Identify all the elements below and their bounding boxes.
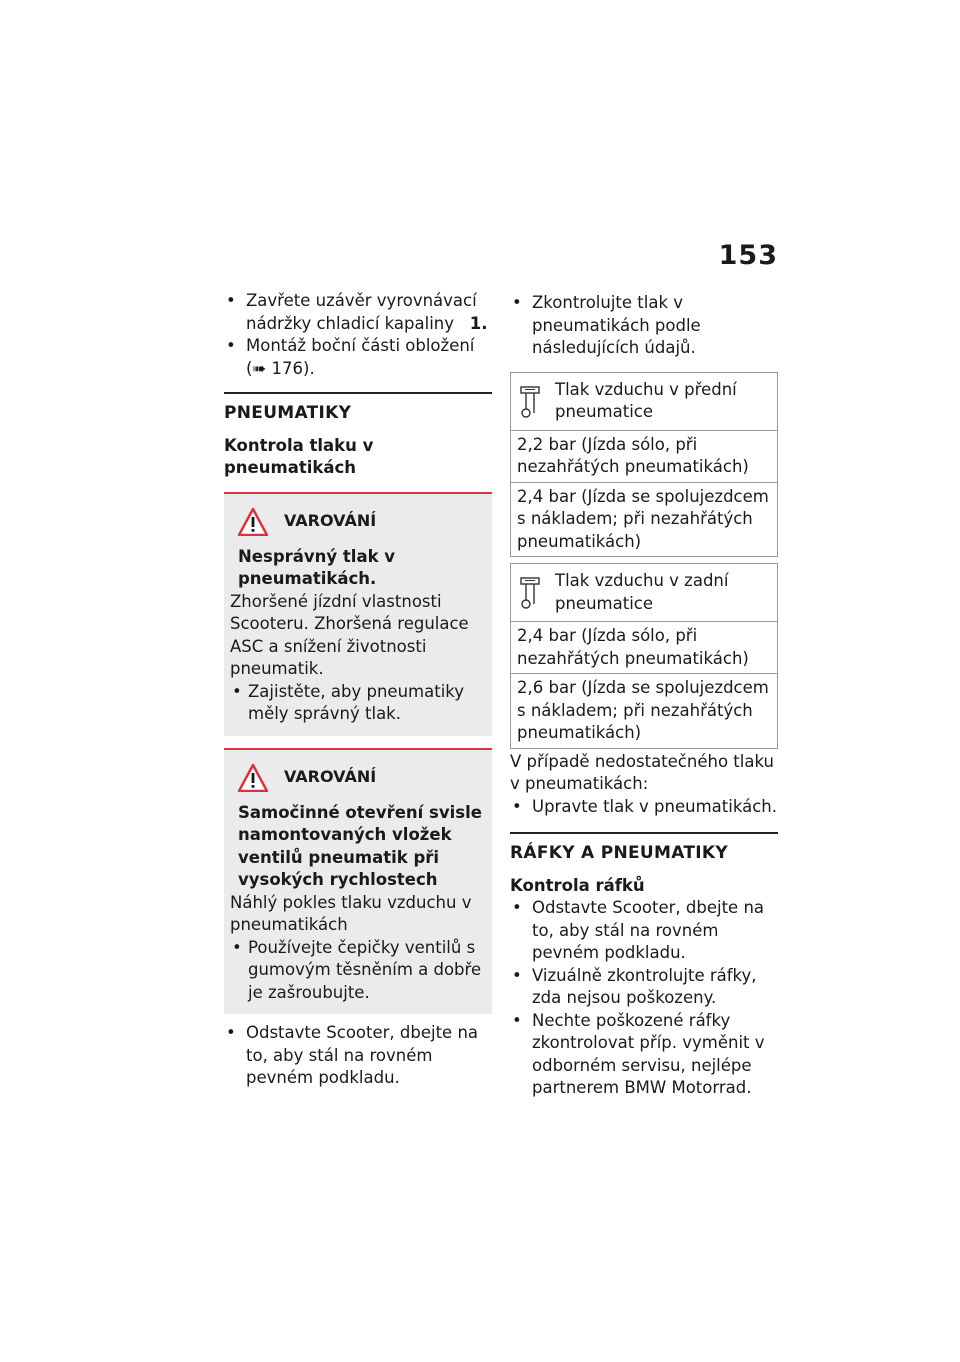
warning-instruction: • Zajistěte, aby pneumatiky měly správný tlak.: [230, 681, 484, 726]
warning-triangle-icon: [238, 508, 268, 536]
warning-label: VAROVÁNÍ: [284, 767, 377, 787]
step-inspect-rims: • Vizuálně zkontrolujte ráfky, zda nejsou poškozeny.: [510, 965, 778, 1010]
step-park-scooter: • Odstavte Scooter, dbejte na to, aby stál na rovném pevném podkladu.: [224, 1022, 492, 1090]
table-cell: 2,2 bar (Jízda sólo, při nezahřátých pneumatikách): [511, 430, 778, 482]
warning-text: Zhoršené jízdní vlastnosti Scooteru. Zhoršená regulace ASC a snížení životnosti pneumatik.: [230, 591, 469, 678]
table-cell: 2,4 bar (Jízda sólo, při nezahřátých pneumatikách): [511, 622, 778, 674]
warning-title: Nesprávný tlak v pneumatikách.: [238, 546, 396, 588]
warning-label: VAROVÁNÍ: [284, 511, 377, 531]
section-title-rims: RÁFKY A PNEUMATIKY: [510, 843, 728, 863]
table-header: Tlak vzduchu v zadní pneumatice: [555, 571, 729, 613]
reference-number: 1.: [469, 313, 488, 333]
subsection-title-rims: Kontrola ráfků: [510, 875, 645, 895]
table-header: Tlak vzduchu v přední pneumatice: [555, 379, 737, 421]
step-adjust-pressure: • Upravte tlak v pneumatikách.: [510, 796, 778, 819]
subsection-title-pressure: Kontrola tlaku v pneumatikách: [224, 435, 374, 477]
right-column: [510, 292, 778, 1100]
left-column: [224, 290, 492, 1090]
tire-pressure-gauge-icon: [519, 576, 541, 610]
insufficient-pressure-text: V případě nedostatečného tlaku v pneumatikách:: [510, 751, 774, 793]
step-check-pressure: • Zkontrolujte tlak v pneumatikách podle následujících údajů.: [510, 292, 778, 360]
step-mount-side-panel: • Montáž boční části obložení (➠ 176).: [224, 335, 492, 380]
warning-text: Náhlý pokles tlaku vzduchu v pneumatikách: [230, 892, 472, 934]
section-title-tyres: PNEUMATIKY: [224, 403, 352, 423]
step-replace-rims: • Nechte poškozené ráfky zkontrolovat příp. vyměnit v odborném servisu, nejlépe partnerem BMW Motorrad.: [510, 1010, 778, 1100]
table-cell: 2,4 bar (Jízda se spolujezdcem s nákladem; při nezahřátých pneumatikách): [511, 482, 778, 557]
warning-title: Samočinné otevření svisle namontovaných vložek ventilů pneumatik při vysokých rychlostech: [238, 802, 482, 889]
step-close-reservoir: • Zavřete uzávěr vyrovnávací nádržky chladicí kapaliny 1.: [224, 290, 492, 335]
rear-tyre-pressure-table: [510, 563, 778, 749]
table-cell: 2,6 bar (Jízda se spolujezdcem s nákladem; při nezahřátých pneumatikách): [511, 674, 778, 749]
front-tyre-pressure-table: [510, 372, 778, 558]
page-link-arrow-icon: ➠: [252, 358, 267, 378]
section-divider: [224, 392, 492, 394]
warning-box-pressure: [224, 492, 492, 736]
warning-instruction: • Používejte čepičky ventilů s gumovým těsněním a dobře je zašroubujte.: [230, 937, 484, 1005]
tire-pressure-gauge-icon: [519, 385, 541, 419]
section-divider: [510, 832, 778, 834]
warning-triangle-icon: [238, 764, 268, 792]
step-park-scooter: • Odstavte Scooter, dbejte na to, aby stál na rovném pevném podkladu.: [510, 897, 778, 965]
page-number: 153: [718, 240, 778, 271]
page-link[interactable]: 176).: [271, 358, 315, 378]
warning-box-valves: [224, 748, 492, 1015]
